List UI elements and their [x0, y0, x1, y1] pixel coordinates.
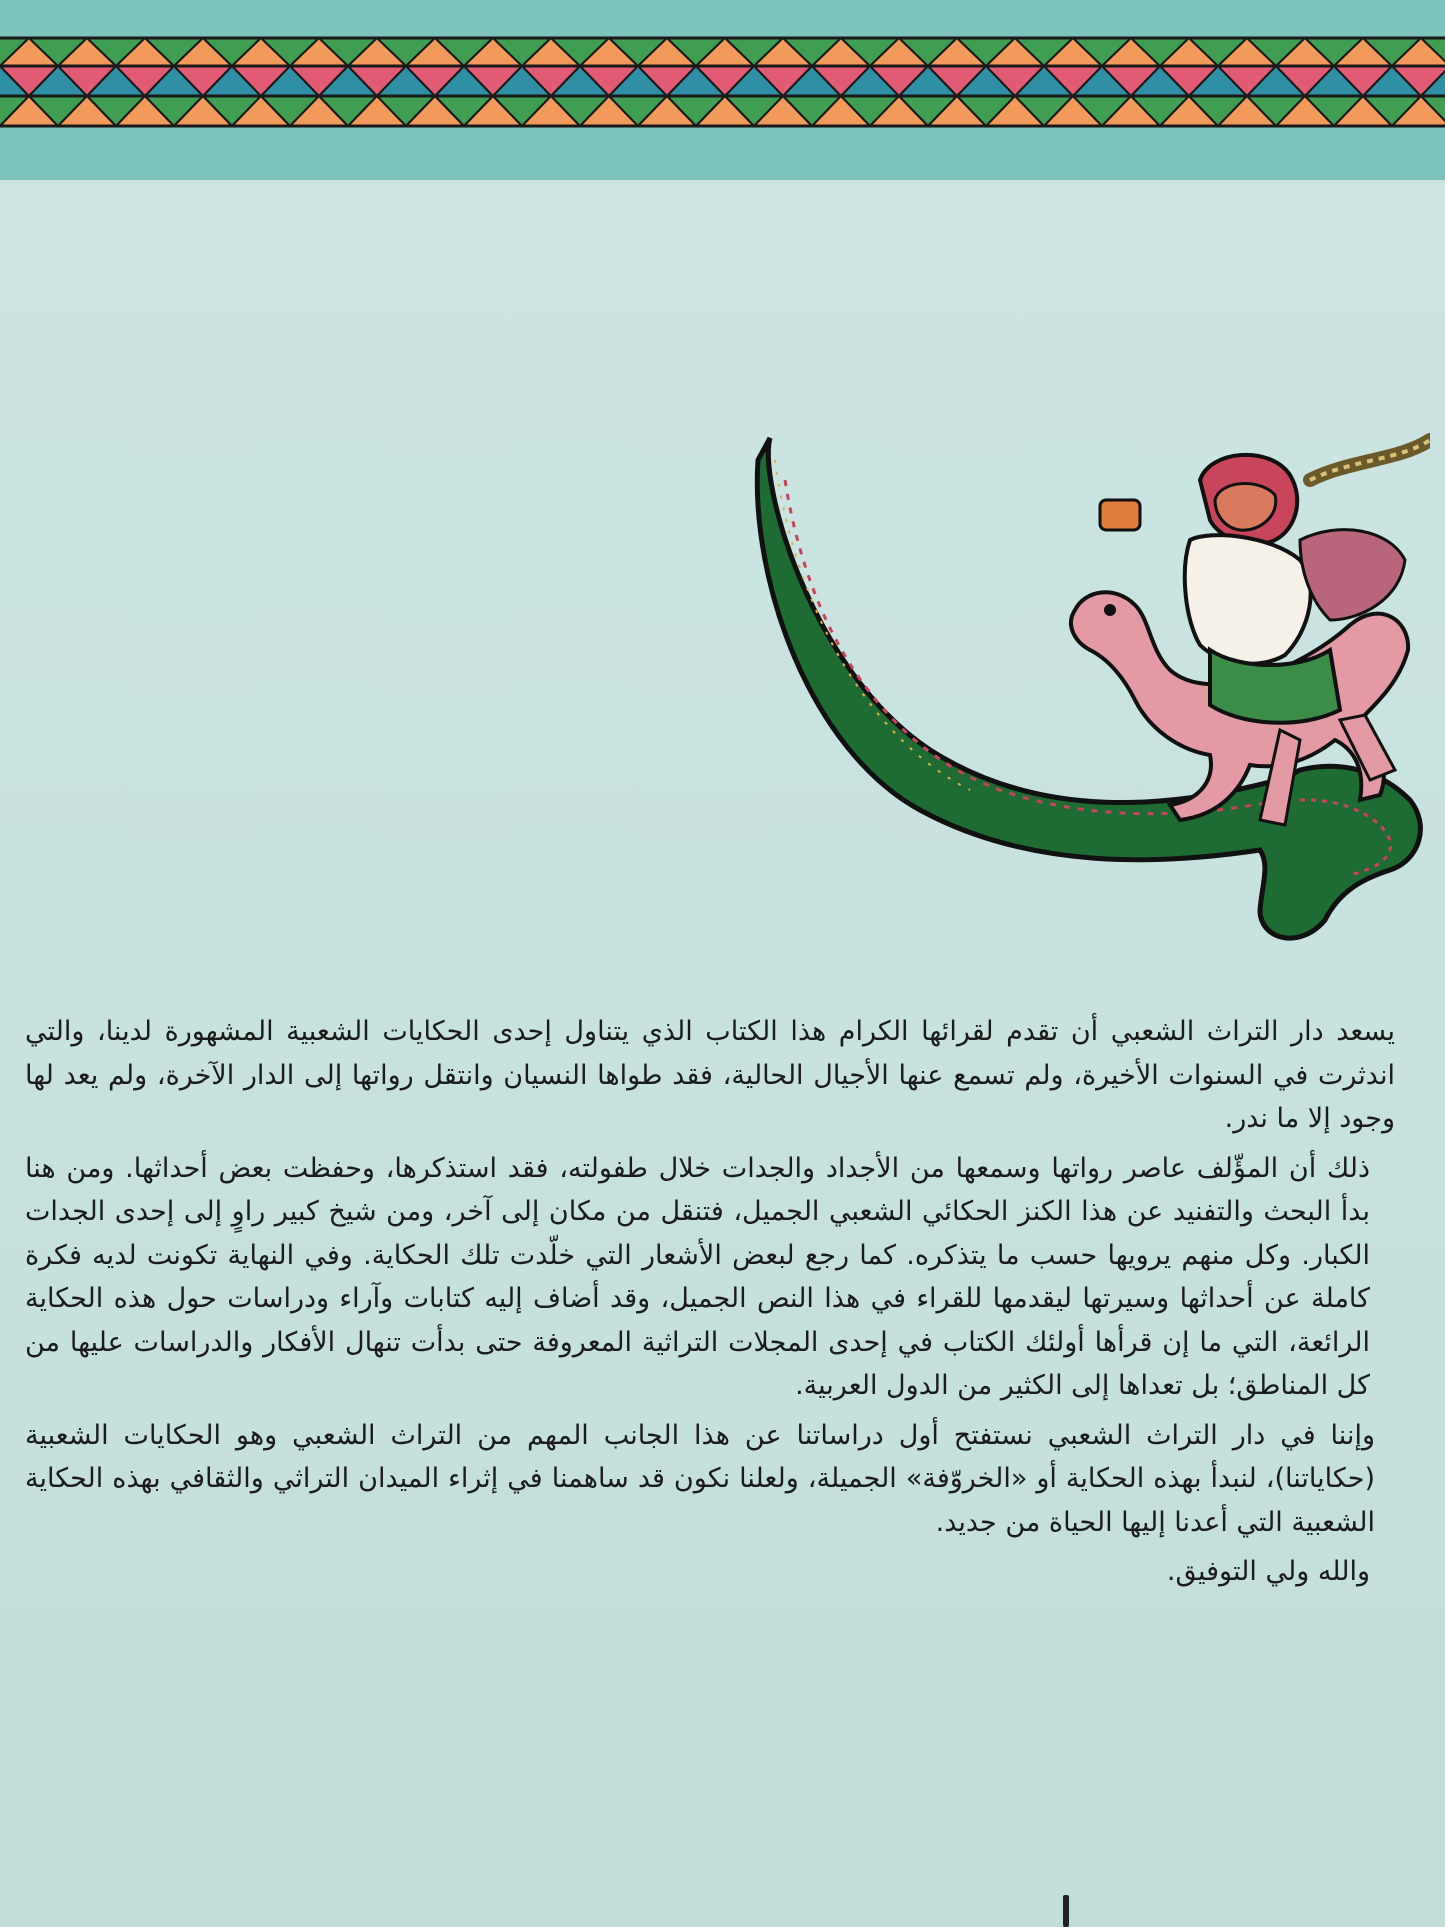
top-decorative-border	[0, 0, 1445, 180]
paragraph-4: والله ولي التوفيق.	[1166, 1556, 1370, 1587]
rider-on-camel-illustration	[740, 420, 1430, 980]
triangle-pattern-border	[0, 36, 1445, 156]
paragraph-3: وإننا في دار التراث الشعبي نستفتح أول دراساتنا عن هذا الجانب المهم من التراث الشعبي وهو الحكايات الشعبية (حكاياتنا)، لنبدأ بهذه الحكاية أو «الخروّفة» الجميلة، ولعلنا نكون قد ساهمنا في إثراء الميدان التراثي والثقافي بهذه الحكاية الشعبية التي أعدنا إليها الحياة من جديد.	[25, 1419, 1375, 1538]
paragraph-2: ذلك أن المؤّلف عاصر رواتها وسمعها من الأجداد والجدات خلال طفولته، فقد استذكرها، وحفظت بعض أحداثها. ومن هنا بدأ البحث والتفنيد عن هذا الكنز الحكائي الشعبي الجميل، فتنقل من مكان إلى آخر، ومن شيخ كبير راوٍ إلى إحدى الجدات الكبار. وكل منهم يرويها حسب ما يتذكره. كما رجع لبعض الأشعار التي خلّدت تلك الحكاية. وفي النهاية تكونت لديه فكرة كاملة عن أحداثها وسيرتها ليقدمها للقراء في هذا النص الجميل، وقد أضاف إليه كتابات وآراء ودراسات حول هذه الحكاية الرائعة، التي ما إن قرأها أولئك الكتاب في إحدى المجلات التراثية المعروفة حتى بدأت تنهال الأفكار والدراسات عليها من كل المناطق؛ بل تعداها إلى الكثير من الدول العربية.	[25, 1152, 1370, 1401]
paragraph-1: يسعد دار التراث الشعبي أن تقدم لقرائها الكرام هذا الكتاب الذي يتناول إحدى الحكايات الشعبية المشهورة لدينا، والتي اندثرت في السنوات الأخيرة، ولم تسمع عنها الأجيال الحالية، فقد طواها النسيان وانتقل رواتها إلى الدار الآخرة، ولم يعد لها وجود إلا ما ندر.	[25, 1016, 1395, 1134]
page-mark	[1063, 1895, 1069, 1927]
introduction-text	[25, 1010, 1415, 1750]
